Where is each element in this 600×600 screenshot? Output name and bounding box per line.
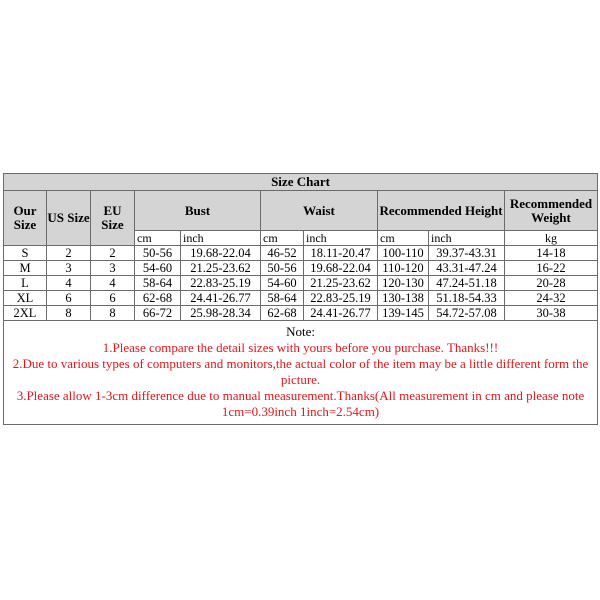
unit-height-inch: inch <box>429 231 505 246</box>
cell-waist-inch: 18.11-20.47 <box>304 246 378 261</box>
cell-height-inch: 54.72-57.08 <box>429 306 505 321</box>
note-title: Note: <box>286 324 315 339</box>
cell-height-cm: 130-138 <box>378 291 429 306</box>
cell-waist-inch: 24.41-26.77 <box>304 306 378 321</box>
cell-eu: 6 <box>91 291 135 306</box>
cell-us: 3 <box>47 261 91 276</box>
cell-bust-inch: 19.68-22.04 <box>181 246 261 261</box>
cell-waist-cm: 54-60 <box>261 276 304 291</box>
table-row <box>4 306 598 321</box>
cell-waist-inch: 21.25-23.62 <box>304 276 378 291</box>
cell-us: 2 <box>47 246 91 261</box>
note-line-2: 2.Due to various types of computers and monitors,the actual color of the item may be a little different form the picture. <box>12 356 589 387</box>
cell-size: M <box>4 261 47 276</box>
cell-bust-inch: 22.83-25.19 <box>181 276 261 291</box>
cell-bust-inch: 25.98-28.34 <box>181 306 261 321</box>
cell-weight: 24-32 <box>505 291 598 306</box>
cell-eu: 2 <box>91 246 135 261</box>
header-eu-size: EU Size <box>91 191 135 246</box>
cell-us: 8 <box>47 306 91 321</box>
cell-waist-inch: 19.68-22.04 <box>304 261 378 276</box>
note-line-3: 3.Please allow 1-3cm difference due to manual measurement.Thanks(All measurement in cm and please note 1cm=0.39inch 1inch=2.54cm) <box>16 388 585 419</box>
unit-bust-cm: cm <box>135 231 181 246</box>
header-height: Recommended Height <box>378 191 505 231</box>
unit-bust-inch: inch <box>181 231 261 246</box>
cell-eu: 3 <box>91 261 135 276</box>
cell-waist-cm: 46-52 <box>261 246 304 261</box>
cell-bust-cm: 66-72 <box>135 306 181 321</box>
unit-waist-inch: inch <box>304 231 378 246</box>
cell-height-inch: 47.24-51.18 <box>429 276 505 291</box>
cell-bust-inch: 24.41-26.77 <box>181 291 261 306</box>
header-weight: Recommended Weight <box>505 191 598 231</box>
cell-size: XL <box>4 291 47 306</box>
cell-size: L <box>4 276 47 291</box>
header-us-size: US Size <box>47 191 91 246</box>
cell-bust-cm: 50-56 <box>135 246 181 261</box>
cell-height-cm: 110-120 <box>378 261 429 276</box>
cell-height-cm: 120-130 <box>378 276 429 291</box>
header-our-size: Our Size <box>4 191 47 246</box>
cell-waist-inch: 22.83-25.19 <box>304 291 378 306</box>
unit-waist-cm: cm <box>261 231 304 246</box>
table-row <box>4 261 598 276</box>
cell-us: 6 <box>47 291 91 306</box>
table-row <box>4 276 598 291</box>
cell-size: S <box>4 246 47 261</box>
header-waist: Waist <box>261 191 378 231</box>
cell-height-cm: 139-145 <box>378 306 429 321</box>
cell-bust-cm: 58-64 <box>135 276 181 291</box>
cell-bust-cm: 62-68 <box>135 291 181 306</box>
cell-size: 2XL <box>4 306 47 321</box>
cell-weight: 30-38 <box>505 306 598 321</box>
notes-cell <box>4 321 598 425</box>
cell-height-cm: 100-110 <box>378 246 429 261</box>
cell-eu: 8 <box>91 306 135 321</box>
cell-bust-inch: 21.25-23.62 <box>181 261 261 276</box>
unit-weight: kg <box>505 231 598 246</box>
note-line-1: 1.Please compare the detail sizes with yours before you purchase. Thanks!!! <box>102 340 499 355</box>
cell-eu: 4 <box>91 276 135 291</box>
cell-weight: 16-22 <box>505 261 598 276</box>
cell-bust-cm: 54-60 <box>135 261 181 276</box>
cell-waist-cm: 50-56 <box>261 261 304 276</box>
table-row <box>4 291 598 306</box>
unit-height-cm: cm <box>378 231 429 246</box>
table-row <box>4 246 598 261</box>
cell-waist-cm: 62-68 <box>261 306 304 321</box>
cell-waist-cm: 58-64 <box>261 291 304 306</box>
header-bust: Bust <box>135 191 261 231</box>
cell-height-inch: 43.31-47.24 <box>429 261 505 276</box>
size-chart-table <box>3 173 598 425</box>
cell-height-inch: 39.37-43.31 <box>429 246 505 261</box>
cell-height-inch: 51.18-54.33 <box>429 291 505 306</box>
cell-us: 4 <box>47 276 91 291</box>
cell-weight: 14-18 <box>505 246 598 261</box>
cell-weight: 20-28 <box>505 276 598 291</box>
table-title: Size Chart <box>4 174 598 191</box>
